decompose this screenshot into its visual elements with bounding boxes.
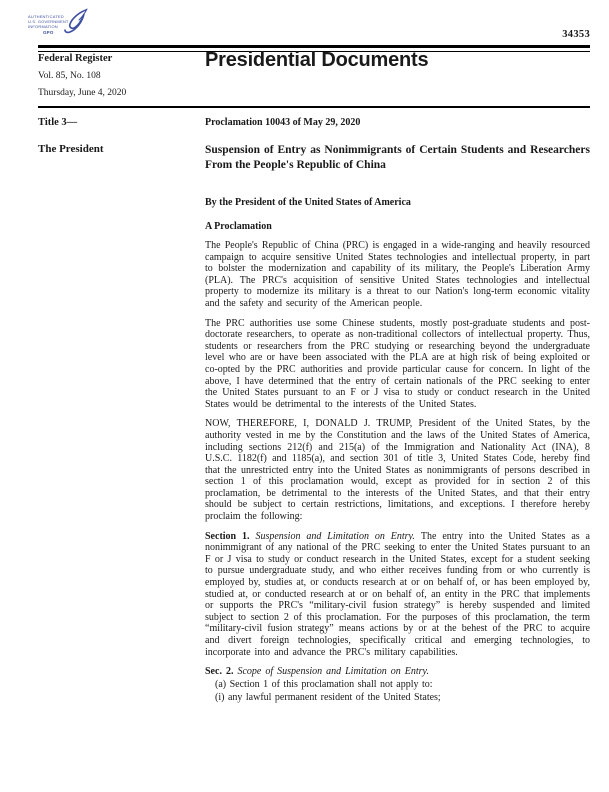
masthead	[38, 49, 590, 98]
gpo-seal-line1: AUTHENTICATED	[28, 14, 64, 19]
volume-line: Vol. 85, No. 108	[38, 71, 101, 81]
text-column	[205, 117, 590, 705]
section-2-item-a: (a) Section 1 of this proclamation shall not apply to:	[215, 678, 433, 690]
section-2-item-i: (i) any lawful permanent resident of the United States;	[215, 692, 441, 704]
section-2-heading: Scope of Suspension and Limitation on Entry.	[237, 666, 429, 678]
section-1-paragraph	[205, 531, 590, 659]
gpo-seal-line3: INFORMATION	[28, 24, 58, 29]
gpo-seal-line2: U.S. GOVERNMENT	[28, 19, 69, 24]
margin-column	[38, 117, 205, 705]
masthead-bottom-rule	[38, 106, 590, 108]
gpo-seal-gpo-label: GPO	[42, 30, 54, 35]
document-title: Suspension of Entry as Nonimmigrants of Certain Students and Researchers From the People's Republic of China	[205, 144, 590, 171]
gpo-authentication-seal	[28, 8, 98, 40]
paragraph-prc-campaign: The People's Republic of China (PRC) is engaged in a wide-ranging and heavily resourced campaign to acquire sensitive United States technologies and intellectual property, in part to bolster the modernization and capability of its military, the People's Liberation Army (PLA). The PRC's acquisition of sensitive United States technologies and intellectual property to modernize its military is a threat to our Nation's long-term economic vitality and the safety and security of the American people.	[205, 240, 590, 309]
federal-register-name: Federal Register	[38, 53, 113, 64]
date-line: Thursday, June 4, 2020	[38, 88, 127, 98]
section-2-label: Sec. 2.	[205, 666, 238, 678]
president-byline: By the President of the United States of America	[205, 197, 411, 208]
the-president-label: The President	[38, 143, 104, 155]
page-number: 34353	[562, 29, 590, 40]
gpo-eagle-swoosh-icon	[62, 8, 90, 38]
title3-label: Title 3—	[38, 117, 78, 128]
paragraph-now-therefore: NOW, THEREFORE, I, DONALD J. TRUMP, President of the United States, by the authority vested in me by the Constitution and the laws of the United States of America, including sections 212(f) and 215(a) of the Immigration and Nationality Act (INA), 8 U.S.C. 1182(f) and 1185(a), and section 301 of title 3, United States Code, hereby find that the unrestricted entry into the United States as nonimmigrants of persons described in section 1 of this proclamation would, except as provided for in section 2 of this proclamation, be detrimental to the interests of the United States, and that their entry should be subject to certain restrictions, limitations, and exceptions. I therefore hereby proclaim the following:	[205, 418, 590, 523]
presidential-documents-heading: Presidential Documents	[205, 49, 429, 71]
a-proclamation-heading: A Proclamation	[205, 221, 272, 232]
section-1-label: Section 1.	[205, 530, 256, 542]
paragraph-prc-students: The PRC authorities use some Chinese students, mostly post-graduate students and post-doctorate researchers, to operate as non-traditional collectors of intellectual property. Thus, students or researchers from the PRC studying or researching beyond the undergraduate level who are or have been associated with the PLA are at high risk of being exploited or co-opted by the PRC authorities and provide particular cause for concern. In light of the above, I have determined that the entry of certain nationals of the PRC seeking to enter the United States pursuant to an F or J visa to study or conduct research in the United States would be detrimental to the interests of the United States.	[205, 317, 590, 410]
proclamation-number-line: Proclamation 10043 of May 29, 2020	[205, 117, 361, 128]
section-1-heading: Suspension and Limitation on Entry.	[255, 530, 421, 542]
section-1-text: The entry into the United States as a nonimmigrant of any national of the PRC seeking to enter the United States pursuant to an F or J visa to study or conduct research in the United States, except for a student seeking to pursue undergraduate study, and who either receives funding from or who currently is employed by, studies at, or conducts research at or on behalf of, or has been employed by, studied at, or conducted research at or on behalf of, an entity in the PRC that implements or supports the PRC's “military-civil fusion strategy” is hereby suspended and limited subject to section 2 of this proclamation. For the purposes of this proclamation, the term “military-civil fusion strategy” means actions by or at the behest of the PRC to acquire and divert foreign technologies, specifically critical and emerging technologies, to incorporate into and advance the PRC's military capabilities.	[205, 530, 590, 658]
document-body	[38, 117, 590, 705]
section-2-heading-line	[205, 666, 590, 678]
